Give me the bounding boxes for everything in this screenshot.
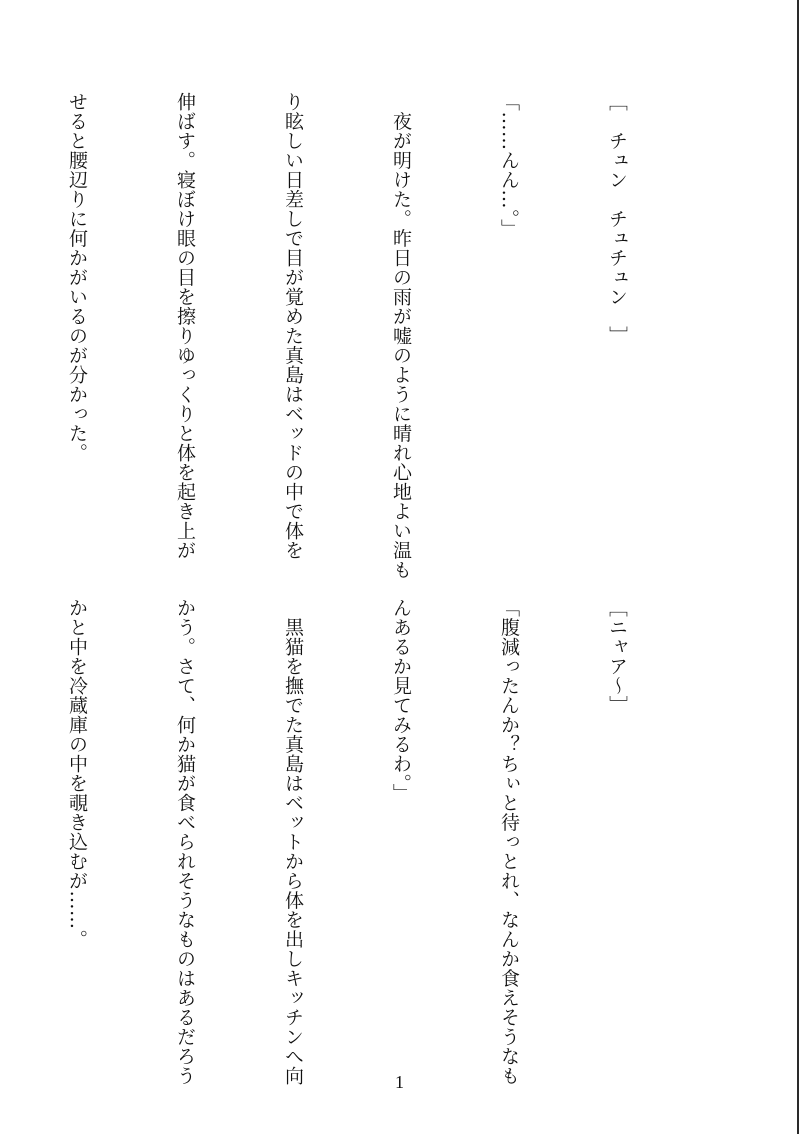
bottom-text-block	[66, 598, 707, 1086]
text-line: ［ チュン チュチュン ］	[606, 92, 628, 346]
text-line: ［ニャア～］	[606, 598, 628, 715]
text-line: 伸ばす。寝ぼけ眼の目を擦りゆっくりと体を起き上が	[174, 92, 196, 560]
text-line: り眩しい日差しで目が覚めた真島はベッドの中で体を	[282, 92, 304, 560]
text-line: 「腹減ったんか？ちぃと待っとれ、なんか食えそうなも	[498, 598, 520, 1086]
text-line: かう。さて、何か猫が食べられそうなものはあるだろう	[174, 598, 196, 1086]
text-line: 黒猫を撫でた真島はベットから体を出しキッチンへ向	[282, 598, 304, 1086]
text-line: せると腰辺りに何かがいるのが分かった。	[66, 92, 88, 463]
text-line: 夜が明けた。昨日の雨が嘘のように晴れ心地よい温も	[390, 92, 412, 580]
page-number: 1	[395, 1072, 404, 1092]
text-line: 「……んん…。」	[498, 92, 520, 239]
text-line: んあるか見てみるわ。」	[390, 598, 412, 803]
top-text-block	[66, 92, 707, 580]
text-line: かと中を冷蔵庫の中を覗き込むが……。	[66, 598, 88, 949]
